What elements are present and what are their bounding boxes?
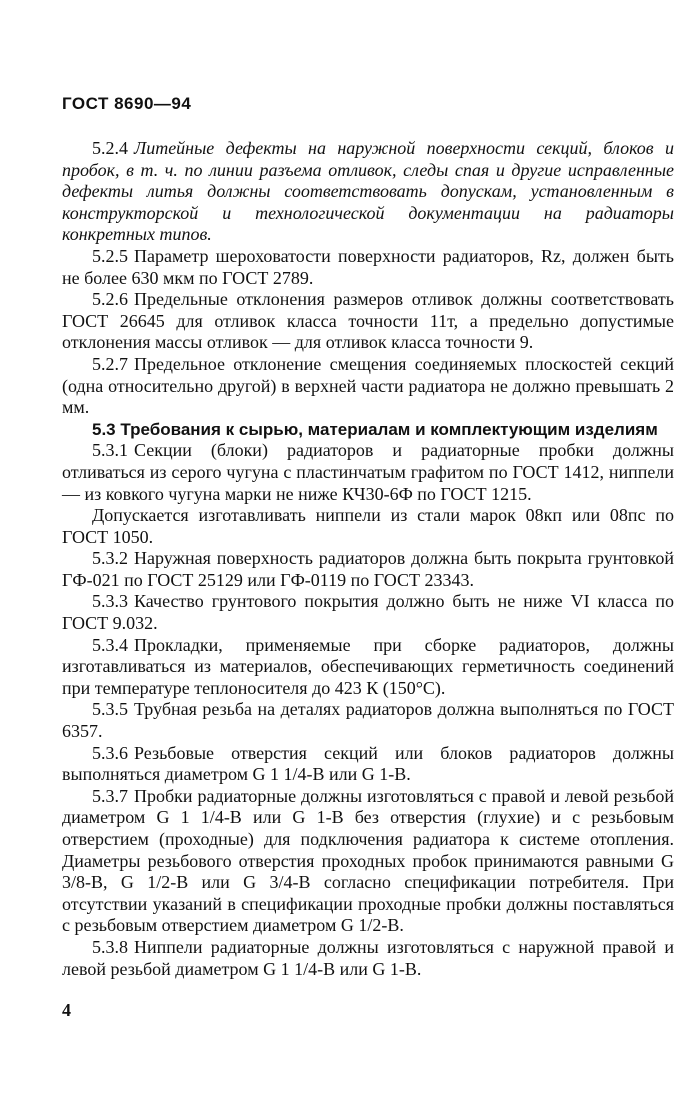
paragraph-number: 5.2.5 <box>92 245 128 266</box>
paragraph-number: 5.3.5 <box>92 699 128 720</box>
document-body <box>62 138 674 980</box>
paragraph-number: 5.2.4 <box>92 138 128 158</box>
paragraph-text: Резьбовые отверстия секций или блоков радиаторов должны выполняться диаметром G 1 1/4-В или G 1-В. <box>62 742 674 785</box>
page-number: 4 <box>62 1000 71 1020</box>
paragraph-text: Ниппели радиаторные должны изготовляться с наружной правой и левой резьбой диаметром G 1 1/4-В или G 1-В. <box>62 936 674 979</box>
paragraph-number: 5.3.6 <box>92 742 128 763</box>
paragraph-5-3-2 <box>62 548 674 591</box>
paragraph-text: Предельное отклонение смещения соединяемых плоскостей секций (одна относительно другой) в верхней части радиатора не должно превышать 2 мм. <box>62 353 674 418</box>
paragraph-5-3-3 <box>62 591 674 634</box>
paragraph-text: Качество грунтового покрытия должно быть не ниже VI класса по ГОСТ 9.032. <box>62 591 674 634</box>
paragraph-number: 5.2.7 <box>92 353 128 374</box>
paragraph-number: 5.3.2 <box>92 548 128 569</box>
paragraph-5-2-7 <box>62 354 674 419</box>
paragraph-text: Допускается изготавливать ниппели из стали марок 08кп или 08пс по ГОСТ 1050. <box>62 505 674 547</box>
paragraph-5-2-6 <box>62 289 674 354</box>
section-title: Требования к сырью, материалам и комплектующим изделиям <box>120 419 658 439</box>
paragraph-5-3-5 <box>62 699 674 742</box>
paragraph-text: Наружная поверхность радиаторов должна быть покрыта грунтовкой ГФ-021 по ГОСТ 25129 или ГФ-0119 по ГОСТ 23343. <box>62 548 674 590</box>
paragraph-5-3-6 <box>62 743 674 786</box>
paragraph-5-3-1 <box>62 440 674 505</box>
paragraph-5-2-4 <box>62 138 674 246</box>
paragraph-5-2-5 <box>62 246 674 289</box>
paragraph-text: Прокладки, применяемые при сборке радиаторов, должны изготавливаться из материалов, обеспечивающих герметичность соединений при температуре теплоносителя до 423 К (150°С). <box>62 634 674 698</box>
paragraph-text: Предельные отклонения размеров отливок должны соответствовать ГОСТ 26645 для отливок класса точности 11т, а предельно допустимые отклонения массы отливок — для отливок класса точности 9. <box>62 289 674 353</box>
paragraph-number: 5.3.4 <box>92 634 128 655</box>
section-number: 5.3 <box>92 419 116 439</box>
paragraph-5-3-7 <box>62 786 674 937</box>
paragraph-5-3-1-addendum <box>62 505 674 548</box>
paragraph-text: Пробки радиаторные должны изготовляться с правой и левой резьбой диаметром G 1 1/4-В или G 1-В без отверстия (глухие) и с резьбовым отверстием (проходные) для подключения радиатора к системе отопления. Диаметры резьбового отверстия проходных пробок принимаются равными G 3/8-В, G 1/2-В или G 3/4-В согласно спецификации потребителя. При отсутствии указаний в спецификации проходные пробки должны поставляться с резьбовым отверстием диаметром G 1/2-В. <box>62 785 674 936</box>
paragraph-text: Параметр шероховатости поверхности радиаторов, Rz, должен быть не более 630 мкм по ГОСТ 2789. <box>62 245 674 288</box>
paragraph-number: 5.3.8 <box>92 936 128 957</box>
paragraph-number: 5.3.7 <box>92 785 128 806</box>
paragraph-5-3-4 <box>62 635 674 700</box>
paragraph-text: Трубная резьба на деталях радиаторов должна выполняться по ГОСТ 6357. <box>62 699 674 742</box>
paragraph-text: Секции (блоки) радиаторов и радиаторные пробки должны отливаться из серого чугуна с пластинчатым графитом по ГОСТ 1412, ниппели — из ковкого чугуна марки не ниже КЧ30-6Ф по ГОСТ 1215. <box>62 440 674 504</box>
section-heading-5-3 <box>62 419 674 441</box>
paragraph-5-3-8 <box>62 937 674 980</box>
paragraph-number: 5.3.3 <box>92 591 128 612</box>
paragraph-number: 5.3.1 <box>92 440 128 461</box>
document-header: ГОСТ 8690—94 <box>62 94 192 113</box>
paragraph-text: Литейные дефекты на наружной поверхности секций, блоков и пробок, в т. ч. по линии разъема отливок, следы спая и другие исправленные дефекты литья должны соответствовать допускам, установленным в конструкторской и технологической документации на радиаторы конкретных типов. <box>62 138 674 245</box>
document-page <box>62 0 674 1100</box>
paragraph-number: 5.2.6 <box>92 289 128 310</box>
